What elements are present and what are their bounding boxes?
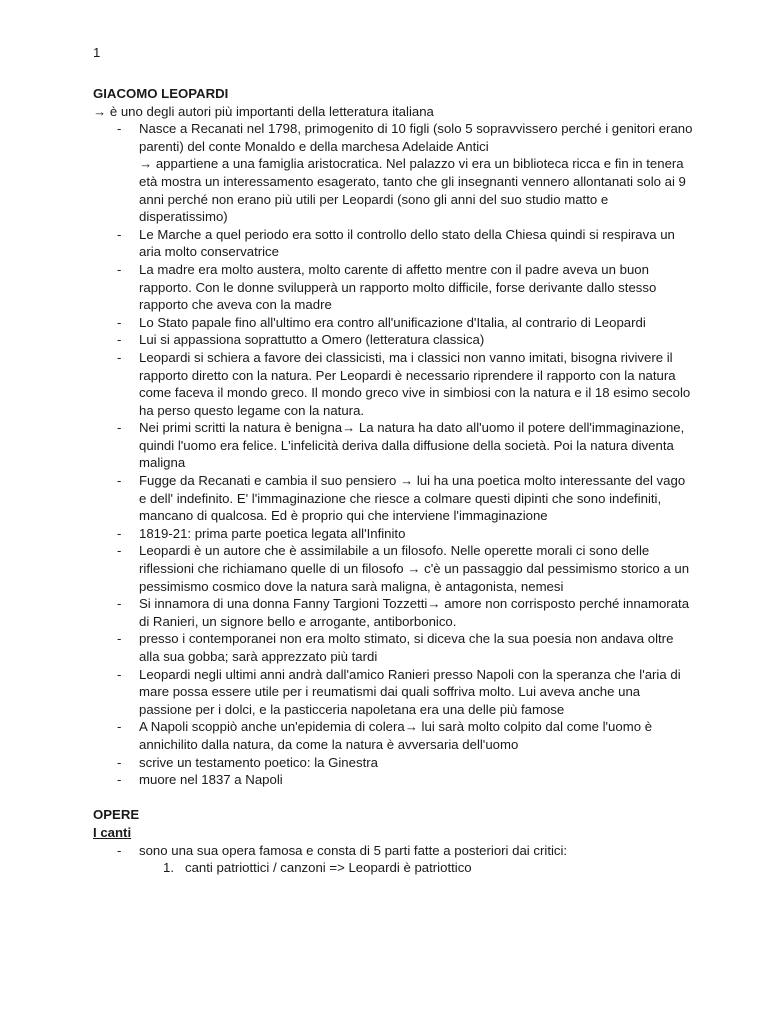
list-item: - La madre era molto austera, molto carente di affetto mentre con il padre aveva un buon rapporto. Con le donne svilupperà un rapporto molto difficile, forse derivante dallo stesso rapporto che aveva con la madre bbox=[93, 261, 693, 314]
item-text: canti patriottici / canzoni => Leopardi è patriottico bbox=[185, 860, 472, 876]
subsection-heading-canti: I canti bbox=[93, 824, 132, 840]
canti-list bbox=[93, 842, 693, 860]
section-heading-opere: OPERE bbox=[93, 807, 140, 823]
canti-parts-list bbox=[93, 859, 693, 877]
biography-list bbox=[93, 120, 693, 789]
list-item: - Le Marche a quel periodo era sotto il controllo dello stato della Chiesa quindi si respirava un aria molto conservatrice bbox=[93, 226, 693, 261]
list-item: - muore nel 1837 a Napoli bbox=[93, 771, 693, 789]
list-item: - Leopardi è un autore che è assimilabile a un filosofo. Nelle operette morali ci sono delle riflessioni che richiamano quelle di un filosofo → c'è un passaggio dal pessimismo storico a un pessimismo cosmico dove la natura sarà maligna, è antagonista, nemesi bbox=[93, 542, 693, 595]
list-item: - Fugge da Recanati e cambia il suo pensiero → lui ha una poetica molto interessante del vago e dell' indefinito. E' l'immaginazione che riesce a colmare questi dipinti che sono indefiniti, mancano di qualcosa. Ed è proprio qui che interviene l'immaginazione bbox=[93, 472, 693, 525]
intro-line: → è uno degli autori più importanti della letteratura italiana bbox=[93, 103, 434, 119]
item-number: 1. bbox=[163, 860, 174, 876]
numbered-item bbox=[93, 859, 693, 877]
page-number: 1 bbox=[93, 45, 101, 60]
list-item: - Si innamora di una donna Fanny Targioni Tozzetti→ amore non corrisposto perché innamorata di Ranieri, un signore bello e arrogante, antiborbonico. bbox=[93, 595, 693, 630]
list-item: - Lui si appassiona soprattutto a Omero (letteratura classica) bbox=[93, 331, 693, 349]
list-item-continuation: → appartiene a una famiglia aristocratica. Nel palazzo vi era un biblioteca ricca e fin in tenera età mostra un interessamento esagerato, tanto che gli insegnanti vennero allontanati solo ai 9 anni perché non erano più utili per Leopardi (sono gli anni del suo studio matto e disperatissimo) bbox=[139, 156, 686, 225]
list-item: - A Napoli scoppiò anche un'epidemia di colera→ lui sarà molto colpito dal come l'uomo è annichilito dalla natura, da come la natura è avversaria dell'uomo bbox=[93, 718, 693, 753]
list-item: - sono una sua opera famosa e consta di 5 parti fatte a posteriori dai critici: bbox=[93, 842, 693, 860]
list-item: - Leopardi si schiera a favore dei classicisti, ma i classici non vanno imitati, bisogna rivivere il rapporto diretto con la natura. Per Leopardi è necessario riprendere il rapporto con la natura come faceva il mondo greco. Il mondo greco vive in simbiosi con la natura e il 18 esimo secolo ha perso questo legame con la natura. bbox=[93, 349, 693, 419]
list-item: - Nei primi scritti la natura è benigna→ La natura ha dato all'uomo il potere dell'immaginazione, quindi l'uomo era felice. L'infelicità deriva dalla diffusione della società. Poi la natura diventa maligna bbox=[93, 419, 693, 472]
document-title: GIACOMO LEOPARDI bbox=[93, 86, 229, 101]
document-body bbox=[93, 85, 693, 877]
list-item: - Leopardi negli ultimi anni andrà dall'amico Ranieri presso Napoli con la speranza che l'aria di mare possa essere utile per i reumatismi dai quali soffriva molto. Lui aveva anche una passione per i dolci, e la pasticceria napoletana era una delle più famose bbox=[93, 666, 693, 719]
list-item: - Nasce a Recanati nel 1798, primogenito di 10 figli (solo 5 sopravvissero perché i genitori erano parenti) del conte Monaldo e della marchesa Adelaide Antici bbox=[93, 120, 693, 155]
list-item: - presso i contemporanei non era molto stimato, si diceva che la sua poesia non andava oltre alla sua gobba; sarà apprezzato più tardi bbox=[93, 630, 693, 665]
list-item: - Lo Stato papale fino all'ultimo era contro all'unificazione d'Italia, al contrario di Leopardi bbox=[93, 314, 693, 332]
list-item: - scrive un testamento poetico: la Ginestra bbox=[93, 754, 693, 772]
list-item: - 1819-21: prima parte poetica legata all'Infinito bbox=[93, 525, 693, 543]
